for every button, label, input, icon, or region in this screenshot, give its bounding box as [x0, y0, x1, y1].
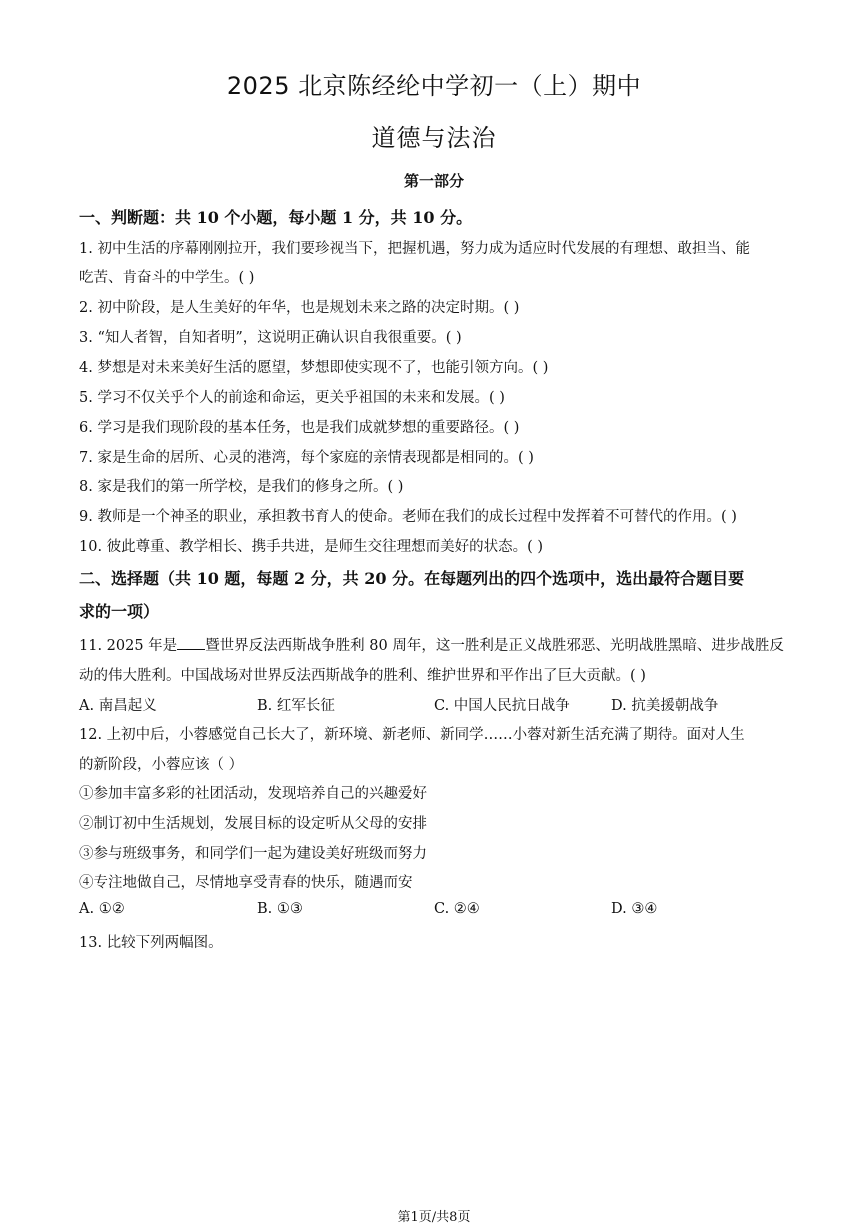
question-2: 2. 初中阶段，是人生美好的年华，也是规划未来之路的决定时期。( ) — [79, 300, 520, 316]
question-11-option-d: D. 抗美援朝战争 — [611, 698, 719, 714]
question-1-line-1: 1. 初中生活的序幕刚刚拉开，我们要珍视当下，把握机遇，努力成为适应时代发展的有理想、敢担当、能 — [79, 241, 750, 257]
question-7: 7. 家是生命的居所、心灵的港湾，每个家庭的亲情表现都是相同的。( ) — [79, 450, 534, 466]
question-11-line-2: 动的伟大胜利。中国战场对世界反法西斯战争的胜利、维护世界和平作出了巨大贡献。( ) — [79, 668, 646, 684]
part-heading: 第一部分 — [403, 172, 464, 190]
question-3: 3. “知人者智，自知者明”，这说明正确认识自我很重要。( ) — [79, 330, 462, 346]
question-10: 10. 彼此尊重、教学相长、携手共进，是师生交往理想而美好的状态。( ) — [79, 539, 544, 555]
question-11-option-b: B. 红军长征 — [257, 698, 335, 714]
exam-title: 2025 北京陈经纶中学初一（上）期中 — [226, 72, 642, 100]
question-4: 4. 梦想是对未来美好生活的愿望，梦想即使实现不了，也能引领方向。( ) — [79, 360, 549, 376]
question-6: 6. 学习是我们现阶段的基本任务，也是我们成就梦想的重要路径。( ) — [79, 420, 520, 436]
question-12-option-c: C. ②④ — [434, 901, 480, 917]
question-11-prefix: 11. 2025 年是 — [79, 638, 178, 654]
question-9: 9. 教师是一个神圣的职业，承担教书育人的使命。老师在我们的成长过程中发挥着不可替代的作用。( ) — [79, 509, 737, 525]
section2-heading-line-1: 二、选择题（共 10 题，每题 2 分，共 20 分。在每题列出的四个选项中，选出最符合题目要 — [79, 569, 745, 588]
section2-heading-line-2: 求的一项） — [79, 602, 160, 621]
question-12-option-a: A. ①② — [79, 901, 125, 917]
question-11-option-a: A. 南昌起义 — [79, 698, 157, 714]
question-11-rest: 暨世界反法西斯战争胜利 80 周年，这一胜利是正义战胜邪恶、光明战胜黑暗、进步战胜反 — [205, 638, 784, 654]
subject-title: 道德与法治 — [371, 124, 497, 152]
question-12-line-2: 的新阶段，小蓉应该（ ） — [79, 757, 244, 773]
question-12-statement-3: ③参与班级事务，和同学们一起为建设美好班级而努力 — [79, 846, 427, 862]
answer-blank — [177, 635, 205, 650]
page-number: 第1页/共8页 — [397, 1210, 471, 1225]
question-1-line-2: 吃苦、肯奋斗的中学生。( ) — [79, 270, 255, 286]
question-12-option-b: B. ①③ — [257, 901, 303, 917]
question-13: 13. 比较下列两幅图。 — [79, 935, 223, 951]
section1-heading: 一、判断题：共 10 个小题，每小题 1 分，共 10 分。 — [79, 208, 473, 227]
question-5: 5. 学习不仅关乎个人的前途和命运，更关乎祖国的未来和发展。( ) — [79, 390, 505, 406]
question-8: 8. 家是我们的第一所学校，是我们的修身之所。( ) — [79, 479, 404, 495]
question-12-line-1: 12. 上初中后，小蓉感觉自己长大了，新环境、新老师、新同学……小蓉对新生活充满了期待。面对人生 — [79, 727, 745, 743]
question-11-line-1 — [79, 634, 784, 655]
question-12-statement-2: ②制订初中生活规划，发展目标的设定听从父母的安排 — [79, 816, 427, 832]
question-12-option-d: D. ③④ — [611, 901, 658, 917]
question-12-statement-1: ①参加丰富多彩的社团活动，发现培养自己的兴趣爱好 — [79, 786, 427, 802]
question-12-statement-4: ④专注地做自己，尽情地享受青春的快乐，随遇而安 — [79, 875, 413, 891]
question-11-option-c: C. 中国人民抗日战争 — [434, 698, 570, 714]
